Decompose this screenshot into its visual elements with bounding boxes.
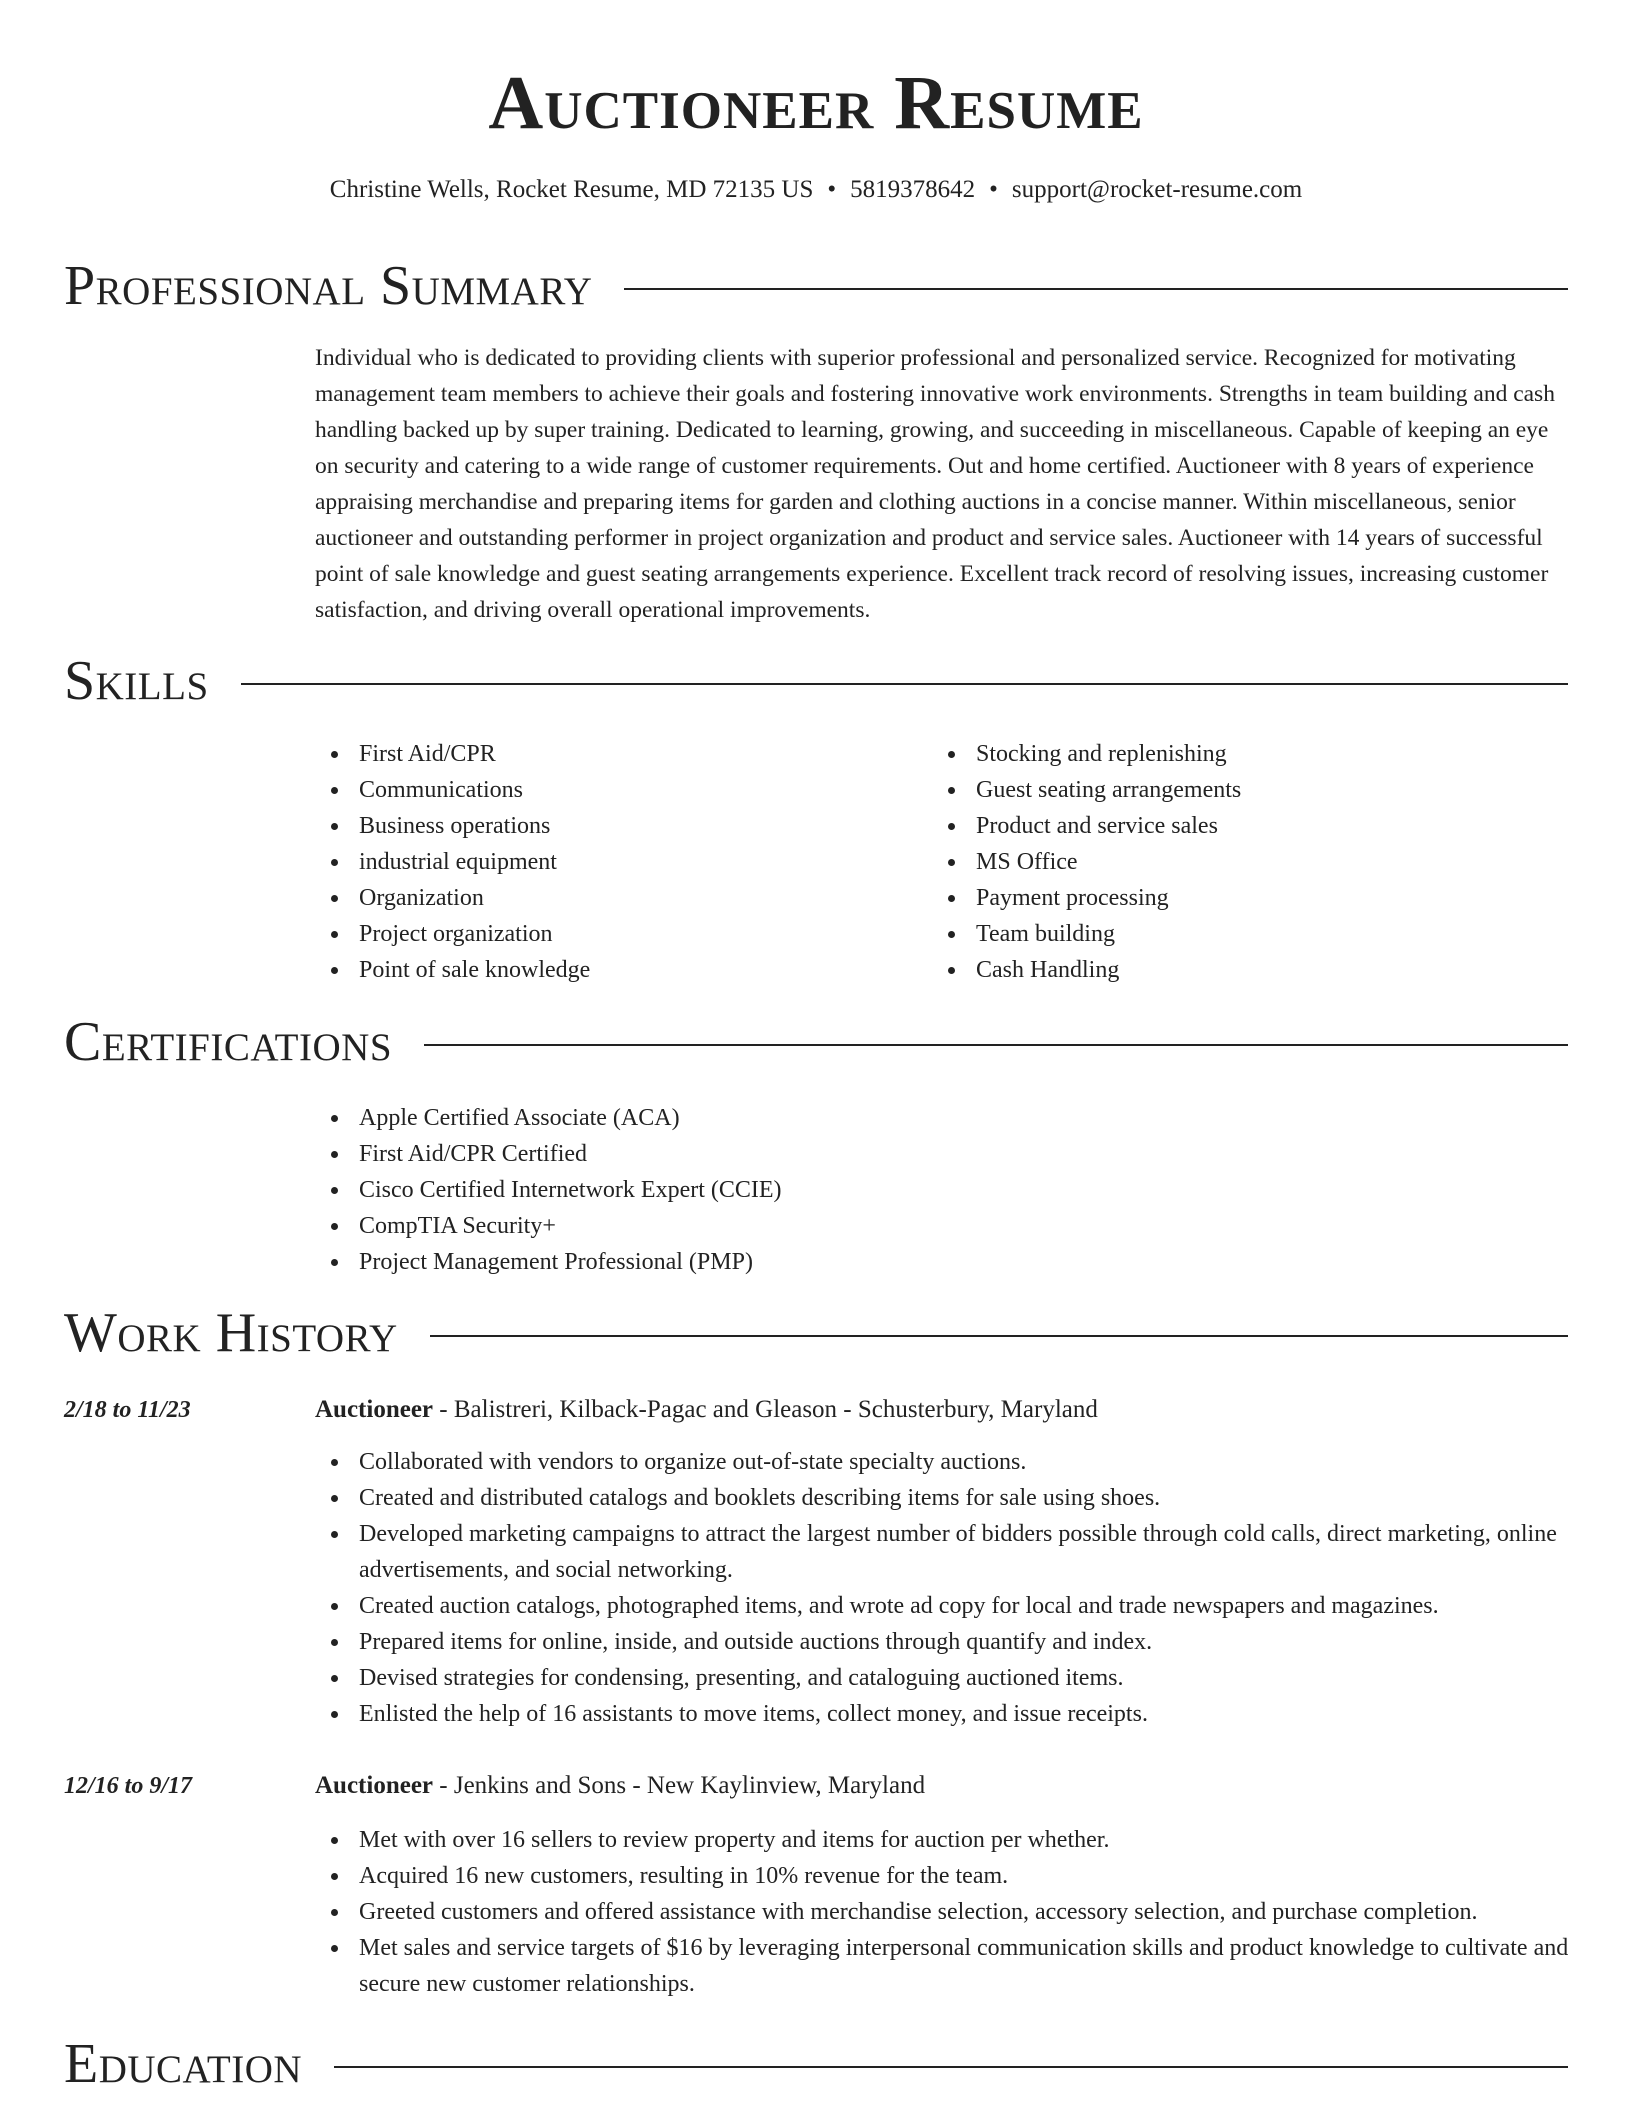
skill-item: MS Office [932, 844, 1492, 880]
contact-phone: 5819378642 [850, 176, 976, 203]
skills-list-left [315, 736, 875, 988]
skill-item: Business operations [315, 808, 875, 844]
skill-item: Stocking and replenishing [932, 736, 1492, 772]
skill-item: industrial equipment [315, 844, 875, 880]
section-heading-certifications [64, 1007, 1568, 1077]
summary-text: Individual who is dedicated to providing clients with superior professional and personalized service. Recognized for motivating management team members to achieve their goals and fostering innovative work environments. Strengths in team building and cash handling backed up by super training. Dedicated to learning, growing, and succeeding in miscellaneous. Capable of keeping an eye on security and catering to a wide range of customer requirements. Out and home certified. Auctioneer with 8 years of experience appraising merchandise and preparing items for garden and clothing auctions in a concise manner. Within miscellaneous, senior auctioneer and outstanding performer in project organization and product and service sales. Auctioneer with 14 years of successful point of sale knowledge and guest seating arrangements experience. Excellent track record of resolving issues, increasing customer satisfaction, and driving overall operational improvements. [315, 345, 1555, 623]
section-title-certifications: Certifications [64, 1011, 393, 1073]
job-dates: 12/16 to 9/17 [64, 1773, 193, 1799]
resume-title: Auctioneer Resume [488, 61, 1144, 145]
certifications-list [315, 1100, 1315, 1280]
job-bullet: Devised strategies for condensing, presenting, and cataloguing auctioned items. [315, 1660, 1575, 1696]
section-title-summary: Professional Summary [64, 255, 593, 317]
skill-item: First Aid/CPR [315, 736, 875, 772]
job-title [315, 1772, 925, 1800]
contact-address: Christine Wells, Rocket Resume, MD 72135 US [329, 176, 814, 203]
contact-line [0, 176, 1632, 204]
section-title-work-history: Work History [64, 1302, 398, 1364]
section-title-education: Education [64, 2033, 303, 2095]
section-divider [424, 1044, 1568, 1046]
job-employer: - Balistreri, Kilback-Pagac and Gleason - Schusterbury, Maryland [433, 1396, 1098, 1423]
certification-item: Apple Certified Associate (ACA) [315, 1100, 1315, 1136]
certification-item: CompTIA Security+ [315, 1208, 1315, 1244]
section-heading-work-history [64, 1298, 1568, 1368]
skill-item: Cash Handling [932, 952, 1492, 988]
skill-item: Communications [315, 772, 875, 808]
job-role: Auctioneer [315, 1396, 434, 1423]
job-dates: 2/18 to 11/23 [64, 1397, 191, 1423]
job-bullet: Developed marketing campaigns to attract the largest number of bidders possible through cold calls, direct marketing, online advertisements, and social networking. [315, 1516, 1575, 1588]
section-divider [430, 1335, 1568, 1337]
skill-item: Organization [315, 880, 875, 916]
section-divider [241, 683, 1568, 685]
job-title [315, 1396, 1098, 1424]
job-employer: - Jenkins and Sons - New Kaylinview, Maryland [433, 1772, 926, 1799]
skill-item: Payment processing [932, 880, 1492, 916]
contact-separator: • [989, 176, 998, 203]
job-bullet: Acquired 16 new customers, resulting in 10% revenue for the team. [315, 1858, 1575, 1894]
job-bullets [315, 1444, 1575, 1732]
skill-item: Product and service sales [932, 808, 1492, 844]
section-divider [334, 2066, 1568, 2068]
skill-item: Point of sale knowledge [315, 952, 875, 988]
job-bullet: Created auction catalogs, photographed items, and wrote ad copy for local and trade newspapers and magazines. [315, 1588, 1575, 1624]
job-bullet: Created and distributed catalogs and booklets describing items for sale using shoes. [315, 1480, 1575, 1516]
contact-separator: • [827, 176, 837, 203]
certification-item: First Aid/CPR Certified [315, 1136, 1315, 1172]
skill-item: Guest seating arrangements [932, 772, 1492, 808]
skills-list-right [932, 736, 1492, 988]
job-bullet: Met sales and service targets of $16 by leveraging interpersonal communication skills and product knowledge to cultivate and secure new customer relationships. [315, 1930, 1575, 2002]
job-bullet: Enlisted the help of 16 assistants to move items, collect money, and issue receipts. [315, 1696, 1575, 1732]
section-heading-summary [64, 251, 1568, 321]
section-title-skills: Skills [64, 650, 209, 712]
section-heading-skills [64, 646, 1568, 716]
job-role: Auctioneer [315, 1772, 434, 1799]
section-heading-education [64, 2029, 1568, 2099]
job-bullets [315, 1822, 1575, 2002]
certification-item: Cisco Certified Internetwork Expert (CCIE) [315, 1172, 1315, 1208]
job-bullet: Prepared items for online, inside, and outside auctions through quantify and index. [315, 1624, 1575, 1660]
skill-item: Project organization [315, 916, 875, 952]
skill-item: Team building [932, 916, 1492, 952]
contact-email[interactable]: support@rocket-resume.com [1011, 176, 1303, 203]
job-bullet: Collaborated with vendors to organize out-of-state specialty auctions. [315, 1444, 1575, 1480]
section-divider [624, 288, 1568, 290]
certification-item: Project Management Professional (PMP) [315, 1244, 1315, 1280]
job-bullet: Greeted customers and offered assistance with merchandise selection, accessory selection, and purchase completion. [315, 1894, 1575, 1930]
job-bullet: Met with over 16 sellers to review property and items for auction per whether. [315, 1822, 1575, 1858]
